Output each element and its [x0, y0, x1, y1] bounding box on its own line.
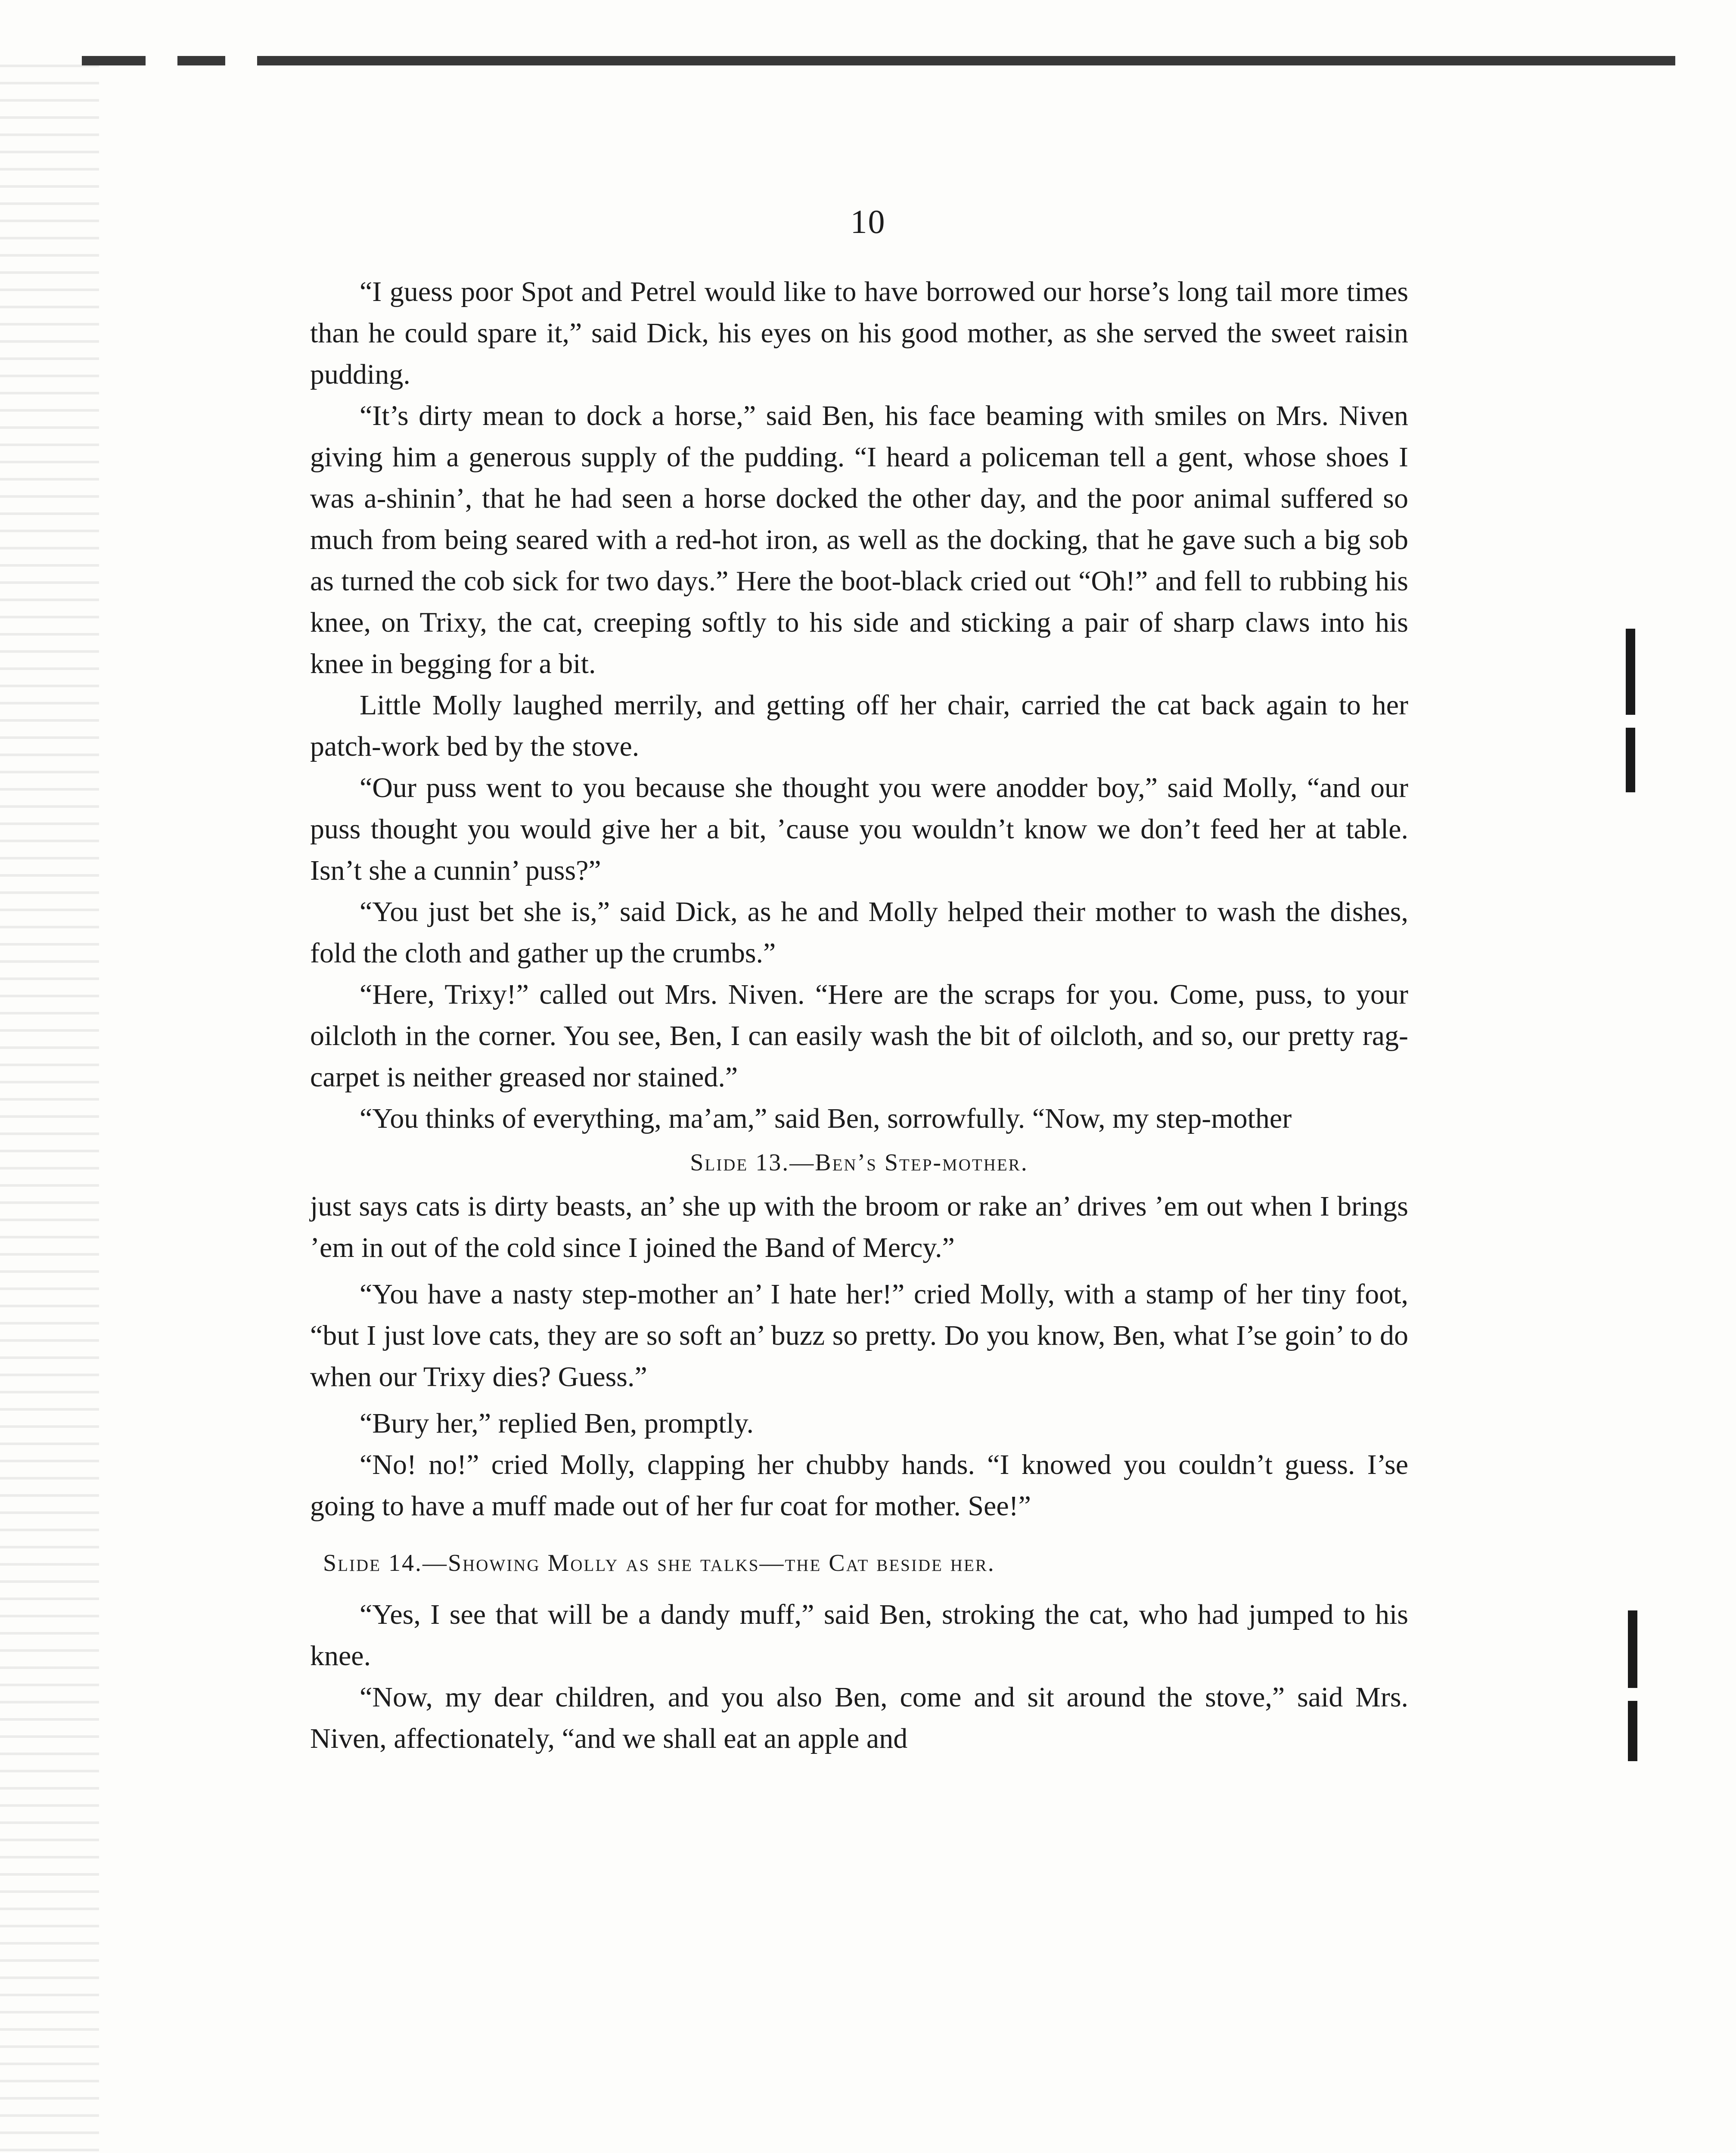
paragraph: “I guess poor Spot and Petrel would like to have borrowed our horse’s long tail more times than he could spare it,” said Dick, his eyes on his good mother, as she served the sweet raisin pudding.: [310, 276, 1408, 390]
body-text: [310, 271, 1408, 1759]
slide-13-heading: Slide 13.—Ben’s Step-mother.: [690, 1149, 1028, 1176]
paragraph: “Now, my dear children, and you also Ben, come and sit around the stove,” said Mrs. Niven, affectionately, “and we shall eat an apple and: [310, 1681, 1408, 1754]
margin-mark: [1626, 629, 1635, 715]
paragraph: “Bury her,” replied Ben, promptly.: [360, 1408, 754, 1439]
margin-mark: [1626, 728, 1635, 792]
paragraph: “You thinks of everything, ma’am,” said Ben, sorrowfully. “Now, my step-mother: [360, 1103, 1292, 1134]
paragraph: “Our puss went to you because she thought you were anodder boy,” said Molly, “and our puss thought you would give her a bit, ’cause you wouldn’t know we don’t feed her at table. Isn’t she a cunnin’ puss?”: [310, 772, 1408, 886]
paragraph: “No! no!” cried Molly, clapping her chubby hands. “I knowed you couldn’t guess. I’se going to have a muff made out of her fur coat for mother. See!”: [310, 1449, 1408, 1522]
paragraph: “You just bet she is,” said Dick, as he and Molly helped their mother to wash the dishes, fold the cloth and gather up the crumbs.”: [310, 896, 1408, 969]
slide-14-heading: Slide 14.—Showing Molly as she talks—the Cat beside her.: [323, 1550, 995, 1576]
binding-edge: [0, 65, 99, 2153]
paragraph: “It’s dirty mean to dock a horse,” said Ben, his face beaming with smiles on Mrs. Niven giving him a generous supply of the pudding. “I heard a policeman tell a gent, whose shoes I was a-shinin’, that he had seen a horse docked the other day, and the poor animal suffered so much from being seared with a red-hot iron, as well as the docking, that he gave such a big sob as turned the cob sick for two days.” Here the boot-black cried out “Oh!” and fell to rubbing his knee, on Trixy, the cat, creeping softly to his side and sticking a pair of sharp claws into his knee in begging for a bit.: [310, 400, 1408, 679]
paragraph: “Yes, I see that will be a dandy muff,” said Ben, stroking the cat, who had jumped to his knee.: [310, 1599, 1408, 1672]
margin-mark: [1628, 1701, 1637, 1761]
paragraph: Little Molly laughed merrily, and getting off her chair, carried the cat back again to her patch-work bed by the stove.: [310, 689, 1408, 762]
top-rule: [82, 56, 1675, 65]
paragraph: “You have a nasty step-mother an’ I hate her!” cried Molly, with a stamp of her tiny foot, “but I just love cats, they are so soft an’ buzz so pretty. Do you know, Ben, what I’se goin’ to do when our Trixy dies? Guess.”: [310, 1278, 1408, 1393]
paragraph: just says cats is dirty beasts, an’ she up with the broom or rake an’ drives ’em out when I brings ’em in out of the cold since I joined the Band of Mercy.”: [310, 1191, 1408, 1263]
page-number: 10: [850, 203, 886, 240]
margin-mark: [1628, 1610, 1637, 1688]
paragraph: “Here, Trixy!” called out Mrs. Niven. “Here are the scraps for you. Come, puss, to your oilcloth in the corner. You see, Ben, I can easily wash the bit of oilcloth, and so, our pretty rag-carpet is neither greased nor stained.”: [310, 979, 1408, 1093]
